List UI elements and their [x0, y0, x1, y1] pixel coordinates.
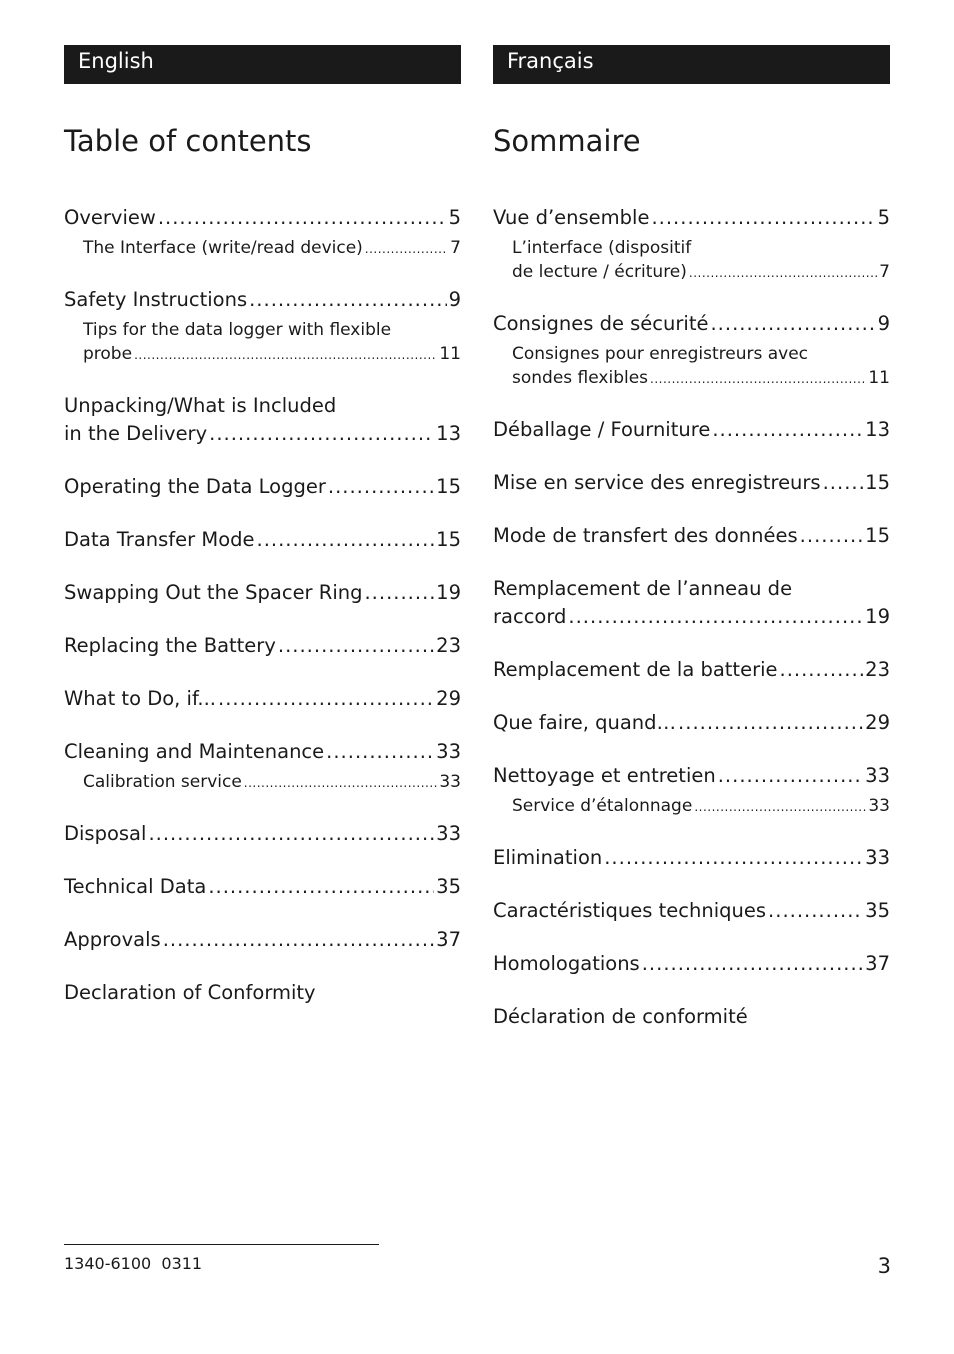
language-header-french: Français	[493, 45, 890, 84]
toc-entry-technical-data[interactable]: Technical Data ..... 35	[64, 873, 461, 901]
toc-entry-approvals[interactable]: Approvals ..... 37	[64, 926, 461, 954]
toc-entry-data-transfer[interactable]: Data Transfer Mode ..... 15	[64, 526, 461, 554]
toc-entry-battery[interactable]: Replacing the Battery ..... 23	[64, 632, 461, 660]
toc-entry-batterie[interactable]: Remplacement de la batterie ..... 23	[493, 656, 890, 684]
toc-entry-mode-transfert[interactable]: Mode de transfert des données ..... 15	[493, 522, 890, 550]
toc-entry-nettoyage[interactable]: Nettoyage et entretien ..... 33	[493, 762, 890, 790]
toc-entry-overview[interactable]: Overview ..... 5	[64, 204, 461, 232]
toc-entry-deballage[interactable]: Déballage / Fourniture ..... 13	[493, 416, 890, 444]
page-title-english: Table of contents	[64, 124, 312, 158]
toc-entry-vue-ensemble[interactable]: Vue d’ensemble ..... 5	[493, 204, 890, 232]
toc-list-english	[64, 204, 461, 1007]
toc-entry-caracteristiques[interactable]: Caractéristiques techniques ..... 35	[493, 897, 890, 925]
toc-entry-safety-instructions[interactable]: Safety Instructions ..... 9	[64, 286, 461, 314]
toc-subentry-sondes-flexibles[interactable]: Consignes pour enregistreurs avec sondes flexibles ..... 11	[493, 342, 890, 391]
toc-subentry-interface-fr[interactable]: L’interface (dispositif de lecture / écriture) ..... 7	[493, 236, 890, 285]
toc-subentry-etalonnage[interactable]: Service d’étalonnage ..... 33	[493, 794, 890, 819]
toc-entry-anneau-raccord[interactable]: Remplacement de l’anneau de raccord ..... 19	[493, 575, 890, 631]
toc-entry-unpacking[interactable]: Unpacking/What is Included in the Delivery ..... 13	[64, 392, 461, 448]
toc-entry-consignes-securite[interactable]: Consignes de sécurité ..... 9	[493, 310, 890, 338]
french-column	[493, 45, 890, 1031]
toc-entry-spacer-ring[interactable]: Swapping Out the Spacer Ring ..... 19	[64, 579, 461, 607]
english-column	[64, 45, 461, 1007]
toc-subentry-interface[interactable]: The Interface (write/read device) ..... 7	[64, 236, 461, 261]
document-code: 1340-6100 0311	[64, 1254, 203, 1273]
toc-entry-disposal[interactable]: Disposal ..... 33	[64, 820, 461, 848]
toc-subentry-calibration[interactable]: Calibration service ..... 33	[64, 770, 461, 795]
footer-divider	[64, 1244, 379, 1245]
toc-entry-declaration-fr[interactable]: Déclaration de conformité	[493, 1005, 748, 1028]
page-title-french: Sommaire	[493, 124, 641, 158]
toc-entry-operating[interactable]: Operating the Data Logger ..... 15	[64, 473, 461, 501]
toc-subentry-flexible-probe[interactable]: Tips for the data logger with flexible probe ..... 11	[64, 318, 461, 367]
toc-entry-homologations[interactable]: Homologations ..... 37	[493, 950, 890, 978]
toc-entry-cleaning[interactable]: Cleaning and Maintenance ..... 33	[64, 738, 461, 766]
toc-entry-declaration[interactable]: Declaration of Conformity	[64, 981, 316, 1004]
toc-entry-what-to-do[interactable]: What to Do, if... ..... 29	[64, 685, 461, 713]
toc-list-french	[493, 204, 890, 1031]
language-header-english: English	[64, 45, 461, 84]
page-number: 3	[877, 1254, 891, 1278]
toc-entry-que-faire[interactable]: Que faire, quand… ..... 29	[493, 709, 890, 737]
toc-entry-mise-en-service[interactable]: Mise en service des enregistreurs ..... 15	[493, 469, 890, 497]
toc-entry-elimination[interactable]: Elimination ..... 33	[493, 844, 890, 872]
